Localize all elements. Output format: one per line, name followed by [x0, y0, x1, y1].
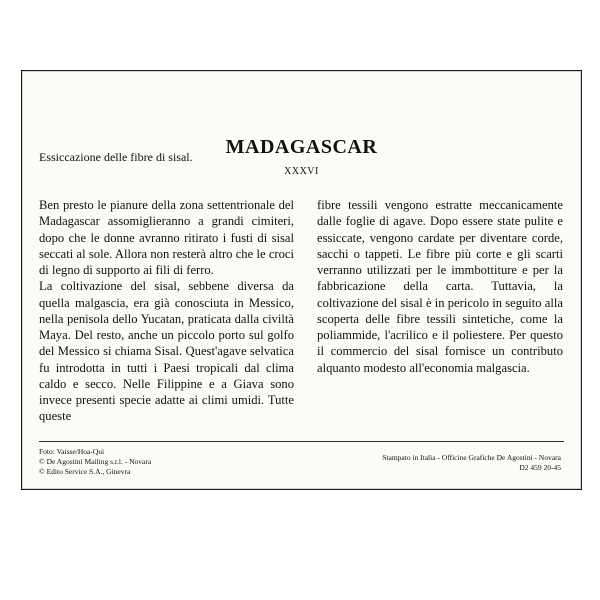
postcard-back	[21, 70, 582, 490]
copyright-line: © Edito Service S.A., Ginevra	[39, 467, 131, 476]
paragraph: Ben presto le pianure della zona settentrionale del Madagascar assomiglieranno a grandi cimiteri, dopo che le donne avranno ritirato i fusti di sisal seccati al sole. Allora non resterà altro che le croci di legno di supporto ai fili di ferro.	[39, 198, 294, 277]
text-column-right	[317, 197, 563, 376]
copyright-line: © De Agostini Mailing s.r.l. - Novara	[39, 457, 152, 466]
credits	[39, 447, 151, 477]
printer-line: Stampato in Italia - Officine Grafiche De Agostini - Novara	[382, 453, 561, 462]
photo-caption: Essiccazione delle fibre di sisal.	[39, 150, 193, 164]
paragraph: La coltivazione del sisal, sebbene diversa da quella malgascia, era già conosciuta in Messico, nella penisola dello Yucatan, praticata dalla civiltà Maya. Del resto, anche un piccolo porto sul golfo del Messico si chiama Sisal. Quest'agave selvatica fu introdotta in tutti i Paesi tropicali dal clima caldo e secco. Nelle Filippine e a Giava sono invece presenti specie adatte ai climi umidi. Tutte queste	[39, 279, 294, 424]
card-number: XXXVI	[284, 166, 319, 177]
paragraph: fibre tessili vengono estratte meccanicamente dalle foglie di agave. Dopo essere state pulite e essiccate, vengono cardate per diventare corde, sacchi o tappeti. Le fibre più corte e gli scarti verranno utilizzati per le immbottiture e per la fabbricazione della carta. Tuttavia, la coltivazione del sisal è in pericolo in seguito alla scoperta delle fibre tessili sintetiche, come la poliammide, l'acrilico e il poliestere. Per questo il commercio del sisal fornisce un contributo alquanto modesto all'economia malgascia.	[317, 198, 563, 375]
photo-credit: Foto: Vaisse/Hoa-Qui	[39, 447, 105, 456]
catalog-code: D2 459 20-45	[519, 463, 561, 472]
card-title: MADAGASCAR	[225, 136, 378, 158]
printer-info	[382, 453, 561, 473]
divider	[39, 441, 564, 442]
text-column-left	[39, 197, 294, 425]
